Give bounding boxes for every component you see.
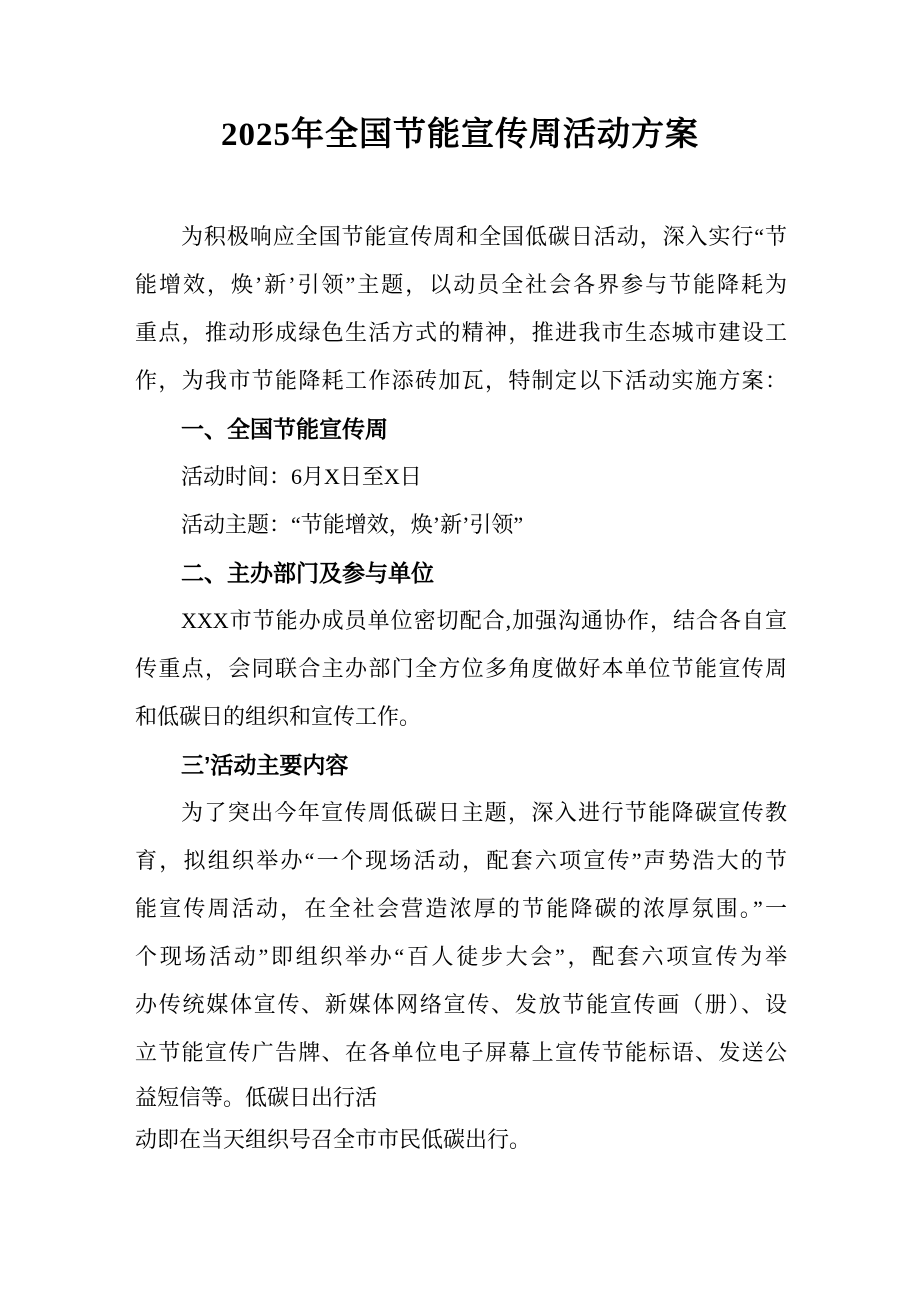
paragraph-line: 个现场活动”即组织举办“百人徒步大会”，配套六项宣传为举 <box>135 944 787 969</box>
paragraph-line: 办传统媒体宣传、新媒体网络宣传、发放节能宣传画（册）、设 <box>135 992 787 1017</box>
section-heading-3: 三’活动主要内容 <box>181 752 349 778</box>
paragraph-line: 作，为我市节能降耗工作添砖加瓦，特制定以下活动实施方案： <box>135 368 787 393</box>
paragraph-line: 重点，推动形成绿色生活方式的精神，推进我市生态城市建设工 <box>135 320 787 345</box>
section-heading-2: 二、主办部门及参与单位 <box>181 560 434 586</box>
paragraph-line: 能增效，焕’新’引领”主题，以动员全社会各界参与节能降耗为 <box>135 272 787 297</box>
paragraph-line: 和低碳日的组织和宣传工作。 <box>135 704 422 729</box>
paragraph-line: 能宣传周活动，在全社会营造浓厚的节能降碳的浓厚氛围。”一 <box>135 896 787 921</box>
section-heading-1: 一、全国节能宣传周 <box>181 416 388 442</box>
paragraph-line: 传重点，会同联合主办部门全方位多角度做好本单位节能宣传周 <box>135 656 787 681</box>
paragraph-line: 立节能宣传广告牌、在各单位电子屏幕上宣传节能标语、发送公 <box>135 1040 787 1065</box>
activity-time-line: 活动时间：6月X日至X日 <box>181 464 422 489</box>
document-body <box>0 213 920 1161</box>
paragraph-line: 动即在当天组织号召全市市民低碳出行。 <box>135 1127 532 1152</box>
paragraph-line: 为积极响应全国节能宣传周和全国低碳日活动，深入实行“节 <box>181 224 787 249</box>
activity-theme-line: 活动主题：“节能增效，焕’新’引领” <box>181 512 524 537</box>
paragraph-line: XXX市节能办成员单位密切配合,加强沟通协作，结合各自宣 <box>181 608 787 633</box>
paragraph-line: 为了突出今年宣传周低碳日主题，深入进行节能降碳宣传教 <box>181 800 787 825</box>
document-title-text: 2025年全国节能宣传周活动方案 <box>221 117 699 153</box>
document-title <box>0 0 920 158</box>
paragraph-line: 育，拟组织举办“一个现场活动，配套六项宣传”声势浩大的节 <box>135 848 787 873</box>
paragraph-line: 益短信等。低碳日出行活 <box>135 1085 378 1110</box>
